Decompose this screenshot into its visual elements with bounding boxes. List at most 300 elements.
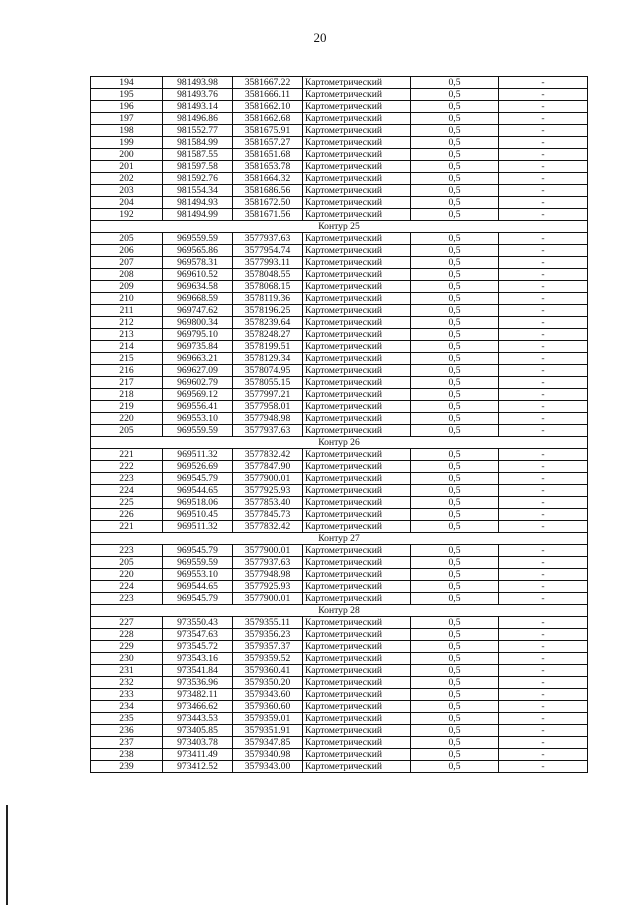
coordinate-x: 981493.14 — [163, 101, 233, 113]
point-number: 232 — [91, 677, 163, 689]
coordinate-x: 981493.98 — [163, 77, 233, 89]
table-row — [91, 233, 588, 245]
coordinate-y: 3581666.11 — [233, 89, 303, 101]
accuracy-value: 0,5 — [411, 485, 499, 497]
point-number: 205 — [91, 557, 163, 569]
accuracy-value: 0,5 — [411, 257, 499, 269]
coordinate-x: 969795.10 — [163, 329, 233, 341]
coordinate-y: 3579359.01 — [233, 713, 303, 725]
accuracy-value: 0,5 — [411, 749, 499, 761]
note-value: - — [499, 377, 588, 389]
table-row — [91, 761, 588, 773]
accuracy-value: 0,5 — [411, 677, 499, 689]
determination-method: Картометрический — [303, 665, 411, 677]
note-value: - — [499, 173, 588, 185]
table-row — [91, 305, 588, 317]
coordinate-x: 981496.86 — [163, 113, 233, 125]
coordinate-y: 3577925.93 — [233, 485, 303, 497]
determination-method: Картометрический — [303, 641, 411, 653]
coordinate-y: 3578048.55 — [233, 269, 303, 281]
table-row — [91, 401, 588, 413]
table-row — [91, 329, 588, 341]
table-row — [91, 521, 588, 533]
note-value: - — [499, 593, 588, 605]
accuracy-value: 0,5 — [411, 197, 499, 209]
note-value: - — [499, 545, 588, 557]
table-row — [91, 665, 588, 677]
note-value: - — [499, 725, 588, 737]
table-row — [91, 653, 588, 665]
accuracy-value: 0,5 — [411, 593, 499, 605]
coordinate-y: 3578196.25 — [233, 305, 303, 317]
contour-title: Контур 28 — [91, 605, 588, 617]
table-row — [91, 269, 588, 281]
coordinate-y: 3578199.51 — [233, 341, 303, 353]
determination-method: Картометрический — [303, 485, 411, 497]
accuracy-value: 0,5 — [411, 425, 499, 437]
table-row — [91, 173, 588, 185]
determination-method: Картометрический — [303, 653, 411, 665]
point-number: 234 — [91, 701, 163, 713]
note-value: - — [499, 161, 588, 173]
note-value: - — [499, 473, 588, 485]
determination-method: Картометрический — [303, 377, 411, 389]
coordinate-x: 973543.16 — [163, 653, 233, 665]
table-row — [91, 389, 588, 401]
coordinate-y: 3577832.42 — [233, 521, 303, 533]
determination-method: Картометрический — [303, 713, 411, 725]
coordinate-x: 973541.84 — [163, 665, 233, 677]
table-row — [91, 641, 588, 653]
note-value: - — [499, 617, 588, 629]
determination-method: Картометрический — [303, 557, 411, 569]
accuracy-value: 0,5 — [411, 665, 499, 677]
note-value: - — [499, 389, 588, 401]
point-number: 205 — [91, 425, 163, 437]
determination-method: Картометрический — [303, 197, 411, 209]
accuracy-value: 0,5 — [411, 713, 499, 725]
point-number: 192 — [91, 209, 163, 221]
point-number: 217 — [91, 377, 163, 389]
determination-method: Картометрический — [303, 185, 411, 197]
determination-method: Картометрический — [303, 233, 411, 245]
determination-method: Картометрический — [303, 317, 411, 329]
accuracy-value: 0,5 — [411, 725, 499, 737]
coordinate-x: 969526.69 — [163, 461, 233, 473]
coordinate-x: 973536.96 — [163, 677, 233, 689]
accuracy-value: 0,5 — [411, 77, 499, 89]
determination-method: Картометрический — [303, 341, 411, 353]
coordinate-x: 969511.32 — [163, 521, 233, 533]
accuracy-value: 0,5 — [411, 113, 499, 125]
accuracy-value: 0,5 — [411, 173, 499, 185]
note-value: - — [499, 521, 588, 533]
point-number: 227 — [91, 617, 163, 629]
coordinate-x: 969627.09 — [163, 365, 233, 377]
determination-method: Картометрический — [303, 257, 411, 269]
contour-title: Контур 25 — [91, 221, 588, 233]
point-number: 233 — [91, 689, 163, 701]
coordinate-x: 969545.79 — [163, 473, 233, 485]
coordinate-y: 3578239.64 — [233, 317, 303, 329]
table-row — [91, 341, 588, 353]
point-number: 220 — [91, 569, 163, 581]
coordinate-x: 969747.62 — [163, 305, 233, 317]
point-number: 218 — [91, 389, 163, 401]
determination-method: Картометрический — [303, 629, 411, 641]
table-row — [91, 569, 588, 581]
accuracy-value: 0,5 — [411, 617, 499, 629]
note-value: - — [499, 185, 588, 197]
coordinate-x: 969545.79 — [163, 545, 233, 557]
coordinate-x: 969556.41 — [163, 401, 233, 413]
coordinate-y: 3577958.01 — [233, 401, 303, 413]
point-number: 216 — [91, 365, 163, 377]
determination-method: Картометрический — [303, 389, 411, 401]
coordinate-y: 3577954.74 — [233, 245, 303, 257]
point-number: 236 — [91, 725, 163, 737]
table-row — [91, 317, 588, 329]
note-value: - — [499, 581, 588, 593]
table-row — [91, 689, 588, 701]
contour-title: Контур 27 — [91, 533, 588, 545]
coordinate-y: 3578068.15 — [233, 281, 303, 293]
accuracy-value: 0,5 — [411, 161, 499, 173]
point-number: 202 — [91, 173, 163, 185]
point-number: 208 — [91, 269, 163, 281]
coordinate-x: 981494.99 — [163, 209, 233, 221]
note-value: - — [499, 77, 588, 89]
table-row — [91, 737, 588, 749]
coordinates-table — [90, 76, 588, 773]
accuracy-value: 0,5 — [411, 569, 499, 581]
coordinate-y: 3579357.37 — [233, 641, 303, 653]
note-value: - — [499, 449, 588, 461]
note-value: - — [499, 701, 588, 713]
point-number: 198 — [91, 125, 163, 137]
determination-method: Картометрический — [303, 113, 411, 125]
note-value: - — [499, 281, 588, 293]
point-number: 214 — [91, 341, 163, 353]
table-row — [91, 449, 588, 461]
determination-method: Картометрический — [303, 329, 411, 341]
coordinate-y: 3578074.95 — [233, 365, 303, 377]
accuracy-value: 0,5 — [411, 377, 499, 389]
coordinate-y: 3581662.10 — [233, 101, 303, 113]
table-row — [91, 725, 588, 737]
note-value: - — [499, 149, 588, 161]
determination-method: Картометрический — [303, 401, 411, 413]
contour-title: Контур 26 — [91, 437, 588, 449]
coordinate-x: 981584.99 — [163, 137, 233, 149]
accuracy-value: 0,5 — [411, 473, 499, 485]
accuracy-value: 0,5 — [411, 125, 499, 137]
accuracy-value: 0,5 — [411, 329, 499, 341]
table-row — [91, 185, 588, 197]
note-value: - — [499, 641, 588, 653]
note-value: - — [499, 197, 588, 209]
point-number: 229 — [91, 641, 163, 653]
table-row — [91, 281, 588, 293]
determination-method: Картометрический — [303, 617, 411, 629]
coordinate-x: 973443.53 — [163, 713, 233, 725]
coordinate-y: 3577948.98 — [233, 569, 303, 581]
determination-method: Картометрический — [303, 461, 411, 473]
coordinate-y: 3577948.98 — [233, 413, 303, 425]
coordinate-y: 3579356.23 — [233, 629, 303, 641]
point-number: 201 — [91, 161, 163, 173]
note-value: - — [499, 689, 588, 701]
note-value: - — [499, 413, 588, 425]
table-row — [91, 713, 588, 725]
table-row — [91, 629, 588, 641]
coordinate-y: 3579359.52 — [233, 653, 303, 665]
coordinate-x: 969610.52 — [163, 269, 233, 281]
note-value: - — [499, 461, 588, 473]
note-value: - — [499, 749, 588, 761]
determination-method: Картометрический — [303, 137, 411, 149]
determination-method: Картометрический — [303, 209, 411, 221]
determination-method: Картометрический — [303, 677, 411, 689]
note-value: - — [499, 245, 588, 257]
coordinate-y: 3577993.11 — [233, 257, 303, 269]
coordinate-y: 3581653.78 — [233, 161, 303, 173]
table-row — [91, 461, 588, 473]
coordinate-x: 981494.93 — [163, 197, 233, 209]
point-number: 222 — [91, 461, 163, 473]
note-value: - — [499, 737, 588, 749]
determination-method: Картометрический — [303, 521, 411, 533]
point-number: 225 — [91, 497, 163, 509]
coordinate-x: 973545.72 — [163, 641, 233, 653]
point-number: 221 — [91, 449, 163, 461]
coordinate-x: 969578.31 — [163, 257, 233, 269]
accuracy-value: 0,5 — [411, 365, 499, 377]
table-row — [91, 509, 588, 521]
table-row — [91, 113, 588, 125]
note-value: - — [499, 425, 588, 437]
table-row — [91, 545, 588, 557]
coordinate-y: 3581672.50 — [233, 197, 303, 209]
note-value: - — [499, 365, 588, 377]
coordinate-y: 3577847.90 — [233, 461, 303, 473]
accuracy-value: 0,5 — [411, 245, 499, 257]
note-value: - — [499, 89, 588, 101]
accuracy-value: 0,5 — [411, 461, 499, 473]
coordinate-x: 981587.55 — [163, 149, 233, 161]
coordinate-x: 973412.52 — [163, 761, 233, 773]
determination-method: Картометрический — [303, 125, 411, 137]
note-value: - — [499, 761, 588, 773]
coordinate-y: 3577925.93 — [233, 581, 303, 593]
accuracy-value: 0,5 — [411, 641, 499, 653]
coordinate-y: 3581686.56 — [233, 185, 303, 197]
point-number: 197 — [91, 113, 163, 125]
coordinate-x: 969545.79 — [163, 593, 233, 605]
table-row — [91, 209, 588, 221]
coordinate-y: 3581664.32 — [233, 173, 303, 185]
point-number: 209 — [91, 281, 163, 293]
determination-method: Картометрический — [303, 737, 411, 749]
coordinates-table-body — [91, 77, 588, 773]
coordinate-y: 3577937.63 — [233, 233, 303, 245]
determination-method: Картометрический — [303, 173, 411, 185]
coordinate-x: 973466.62 — [163, 701, 233, 713]
point-number: 223 — [91, 545, 163, 557]
note-value: - — [499, 101, 588, 113]
table-row — [91, 593, 588, 605]
point-number: 206 — [91, 245, 163, 257]
accuracy-value: 0,5 — [411, 233, 499, 245]
accuracy-value: 0,5 — [411, 269, 499, 281]
coordinate-x: 969553.10 — [163, 569, 233, 581]
contour-header-row — [91, 221, 588, 233]
coordinate-x: 969553.10 — [163, 413, 233, 425]
accuracy-value: 0,5 — [411, 185, 499, 197]
note-value: - — [499, 353, 588, 365]
accuracy-value: 0,5 — [411, 389, 499, 401]
determination-method: Картометрический — [303, 497, 411, 509]
accuracy-value: 0,5 — [411, 401, 499, 413]
table-row — [91, 497, 588, 509]
note-value: - — [499, 137, 588, 149]
note-value: - — [499, 209, 588, 221]
note-value: - — [499, 233, 588, 245]
point-number: 223 — [91, 473, 163, 485]
determination-method: Картометрический — [303, 449, 411, 461]
determination-method: Картометрический — [303, 365, 411, 377]
accuracy-value: 0,5 — [411, 545, 499, 557]
determination-method: Картометрический — [303, 425, 411, 437]
table-row — [91, 473, 588, 485]
point-number: 205 — [91, 233, 163, 245]
note-value: - — [499, 665, 588, 677]
determination-method: Картометрический — [303, 269, 411, 281]
coordinate-x: 969800.34 — [163, 317, 233, 329]
determination-method: Картометрический — [303, 581, 411, 593]
coordinate-y: 3579340.98 — [233, 749, 303, 761]
note-value: - — [499, 629, 588, 641]
table-row — [91, 425, 588, 437]
note-value: - — [499, 401, 588, 413]
point-number: 212 — [91, 317, 163, 329]
point-number: 200 — [91, 149, 163, 161]
coordinate-y: 3577937.63 — [233, 557, 303, 569]
coordinate-y: 3577853.40 — [233, 497, 303, 509]
coordinate-y: 3581675.91 — [233, 125, 303, 137]
coordinate-y: 3579355.11 — [233, 617, 303, 629]
table-row — [91, 581, 588, 593]
point-number: 211 — [91, 305, 163, 317]
table-row — [91, 413, 588, 425]
contour-header-row — [91, 605, 588, 617]
accuracy-value: 0,5 — [411, 701, 499, 713]
note-value: - — [499, 509, 588, 521]
determination-method: Картометрический — [303, 701, 411, 713]
point-number: 204 — [91, 197, 163, 209]
coordinate-x: 969559.59 — [163, 233, 233, 245]
coordinate-x: 981592.76 — [163, 173, 233, 185]
note-value: - — [499, 293, 588, 305]
coordinate-y: 3577832.42 — [233, 449, 303, 461]
coordinate-x: 981493.76 — [163, 89, 233, 101]
note-value: - — [499, 557, 588, 569]
point-number: 235 — [91, 713, 163, 725]
coordinate-y: 3581671.56 — [233, 209, 303, 221]
coordinate-x: 969634.58 — [163, 281, 233, 293]
accuracy-value: 0,5 — [411, 413, 499, 425]
determination-method: Картометрический — [303, 353, 411, 365]
point-number: 220 — [91, 413, 163, 425]
point-number: 207 — [91, 257, 163, 269]
note-value: - — [499, 713, 588, 725]
coordinate-x: 973403.78 — [163, 737, 233, 749]
coordinate-x: 969663.21 — [163, 353, 233, 365]
determination-method: Картометрический — [303, 569, 411, 581]
determination-method: Картометрический — [303, 593, 411, 605]
determination-method: Картометрический — [303, 101, 411, 113]
table-row — [91, 749, 588, 761]
point-number: 219 — [91, 401, 163, 413]
table-row — [91, 149, 588, 161]
point-number: 239 — [91, 761, 163, 773]
accuracy-value: 0,5 — [411, 509, 499, 521]
accuracy-value: 0,5 — [411, 737, 499, 749]
note-value: - — [499, 569, 588, 581]
coordinate-x: 969668.59 — [163, 293, 233, 305]
determination-method: Картометрический — [303, 413, 411, 425]
coordinate-y: 3577937.63 — [233, 425, 303, 437]
coordinate-x: 969602.79 — [163, 377, 233, 389]
table-row — [91, 77, 588, 89]
accuracy-value: 0,5 — [411, 305, 499, 317]
coordinate-y: 3579351.91 — [233, 725, 303, 737]
note-value: - — [499, 677, 588, 689]
determination-method: Картометрический — [303, 89, 411, 101]
accuracy-value: 0,5 — [411, 689, 499, 701]
accuracy-value: 0,5 — [411, 353, 499, 365]
note-value: - — [499, 485, 588, 497]
table-row — [91, 161, 588, 173]
determination-method: Картометрический — [303, 77, 411, 89]
note-value: - — [499, 497, 588, 509]
accuracy-value: 0,5 — [411, 89, 499, 101]
coordinate-x: 973482.11 — [163, 689, 233, 701]
table-row — [91, 257, 588, 269]
determination-method: Картометрический — [303, 305, 411, 317]
accuracy-value: 0,5 — [411, 629, 499, 641]
coordinate-x: 969544.65 — [163, 485, 233, 497]
page-number: 20 — [313, 30, 327, 45]
coordinate-y: 3579343.00 — [233, 761, 303, 773]
coordinate-x: 969565.86 — [163, 245, 233, 257]
coordinate-x: 981554.34 — [163, 185, 233, 197]
accuracy-value: 0,5 — [411, 521, 499, 533]
point-number: 213 — [91, 329, 163, 341]
coordinate-y: 3581662.68 — [233, 113, 303, 125]
determination-method: Картометрический — [303, 689, 411, 701]
coordinate-y: 3581667.22 — [233, 77, 303, 89]
determination-method: Картометрический — [303, 281, 411, 293]
determination-method: Картометрический — [303, 149, 411, 161]
table-row — [91, 245, 588, 257]
table-row — [91, 293, 588, 305]
determination-method: Картометрический — [303, 473, 411, 485]
coordinate-x: 969544.65 — [163, 581, 233, 593]
table-row — [91, 365, 588, 377]
accuracy-value: 0,5 — [411, 149, 499, 161]
point-number: 224 — [91, 485, 163, 497]
